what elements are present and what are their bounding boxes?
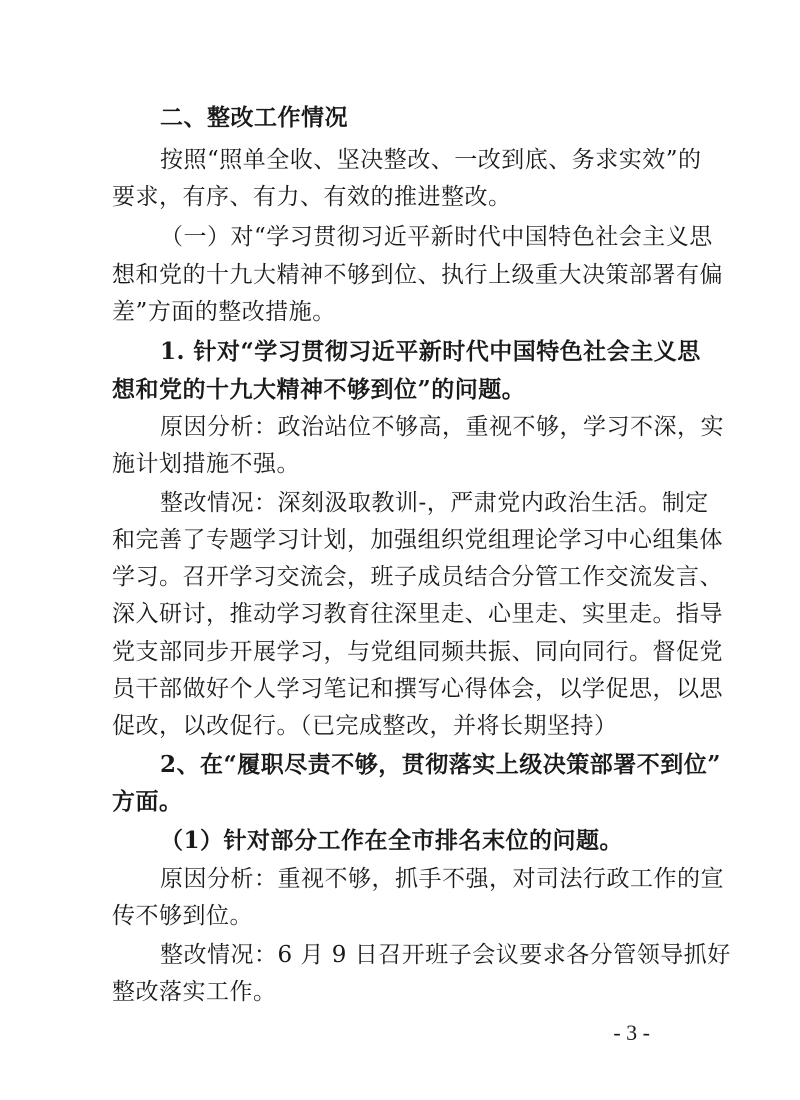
item1-cause-line-2: 施计划措施不强。 (112, 451, 300, 477)
page-number: - 3 - (613, 1020, 650, 1045)
item1-fix-line-2: 和完善了专题学习计划，加强组织党组理论学习中心组集体 (112, 527, 723, 553)
sub1-line-3: 差”方面的整改措施。 (112, 299, 336, 325)
sub1-line-2: 想和党的十九大精神不够到位、执行上级重大决策部署有偏 (112, 262, 723, 288)
item2-title-line-1: 2、在“履职尽责不够，贯彻落实上级决策部署不到位” (160, 751, 721, 778)
item1-fix-line-4: 深入研讨，推动学习教育往深里走、心里走、实里走。指导 (112, 601, 723, 627)
item2-title-line-2: 方面。 (112, 788, 183, 815)
item2-sub1-title: （1）针对部分工作在全市排名末位的问题。 (160, 827, 624, 854)
intro-line-2: 要求，有序、有力、有效的推进整改。 (112, 184, 512, 210)
item1-fix-line-3: 学习。召开学习交流会，班子成员结合分管工作交流发言、 (112, 564, 723, 590)
item1-title-line-2: 想和党的十九大精神不够到位”的问题。 (112, 376, 526, 403)
sub1-line-1: （一）对“学习贯彻习近平新时代中国特色社会主义思 (160, 224, 713, 250)
item1-fix-line-1: 整改情况：深刻汲取教训-，严肃党内政治生活。制定 (160, 490, 709, 516)
item2-fix-line-1: 整改情况：6 月 9 日召开班子会议要求各分管领导抓好 (160, 942, 731, 968)
item2-cause-line-1: 原因分析：重视不够，抓手不强，对司法行政工作的宣 (160, 866, 724, 892)
item2-cause-line-2: 传不够到位。 (112, 903, 253, 929)
intro-line-1: 按照“照单全收、坚决整改、一改到底、务求实效”的 (160, 147, 702, 173)
item1-fix-line-7: 促改，以改促行。（已完成整改，并将长期坚持） (112, 713, 618, 739)
item1-fix-line-5: 党支部同步开展学习，与党组同频共振、同向同行。督促党 (112, 639, 723, 665)
item2-fix-line-2: 整改落实工作。 (112, 979, 277, 1005)
item1-cause-line-1: 原因分析：政治站位不够高，重视不够，学习不深，实 (160, 414, 724, 440)
item1-title-line-1: 1. 针对“学习贯彻习近平新时代中国特色社会主义思 (160, 338, 701, 365)
section-title: 二、整改工作情况 (160, 105, 348, 131)
item1-fix-line-6: 员干部做好个人学习笔记和撰写心得体会，以学促思，以思 (112, 676, 723, 702)
